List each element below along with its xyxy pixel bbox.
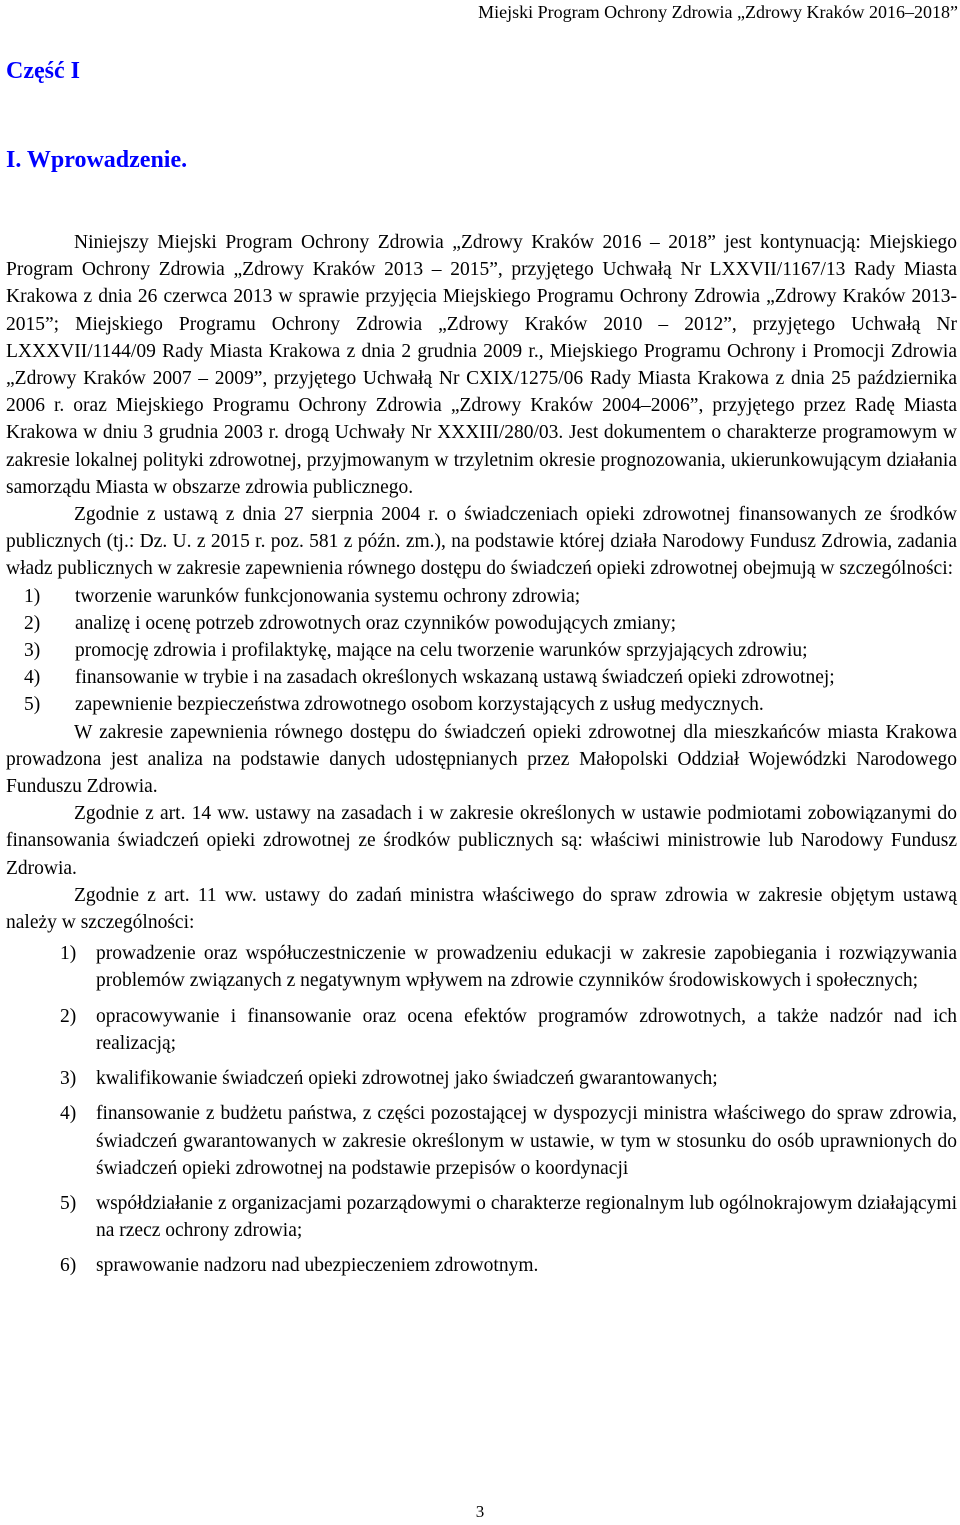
list-item [6, 1190, 957, 1244]
list-item [6, 610, 957, 637]
list-item [6, 1252, 957, 1279]
running-header: Miejski Program Ochrony Zdrowia „Zdrowy Kraków 2016–2018” [478, 2, 958, 22]
part-title: Część I [6, 58, 80, 84]
list-item-text: zapewnienie bezpieczeństwa zdrowotnego osobom korzystających z usług medycznych. [75, 694, 764, 716]
list-item-number: 6) [60, 1255, 77, 1277]
list-item [6, 664, 957, 691]
list-item [6, 940, 957, 994]
art11-paragraph: Zgodnie z art. 11 ww. ustawy do zadań ministra właściwego do spraw zdrowia w zakresie objętym ustawą należy w szczególności: [6, 884, 957, 934]
list-item-number: 1) [24, 585, 41, 607]
list-item-text: analizę i ocenę potrzeb zdrowotnych oraz czynników powodujących zmiany; [75, 612, 677, 634]
minister-tasks-list [6, 940, 957, 1279]
list-item-text: finansowanie z budżetu państwa, z części pozostającej w dyspozycji ministra właściwego do spraw zdrowia, świadczeń gwarantowanych w zakresie określonym w ustawie, w tym w stosunku do osób uprawnionych do świadczeń opieki zdrowotnej na podstawie przepisów o koordynacji [96, 1103, 957, 1179]
document-body [6, 229, 957, 1288]
list-item-text: promocję zdrowia i profilaktykę, mające na celu tworzenie warunków sprzyjających zdrowiu; [75, 640, 808, 662]
list-item [6, 1003, 957, 1057]
list-item-number: 4) [60, 1103, 77, 1125]
list-item-text: tworzenie warunków funkcjonowania systemu ochrony zdrowia; [75, 585, 581, 607]
list-item [6, 1065, 957, 1092]
page-number: 3 [475, 1502, 485, 1521]
list-item-number: 5) [24, 694, 41, 716]
intro-paragraph: Niniejszy Miejski Program Ochrony Zdrowia „Zdrowy Kraków 2016 – 2018” jest kontynuacją: Miejskiego Program Ochrony Zdrowia „Zdrowy Kraków 2013 – 2015”, przyjętego Uchwałą Nr LXXVII/1167/13 Rady Miasta Krakowa z dnia 26 czerwca 2013 w sprawie przyjęcia Miejskiego Programu Ochrony Zdrowia „Zdrowy Kraków 2013-2015”; Miejskiego Programu Ochrony Zdrowia „Zdrowy Kraków 2010 – 2012”, przyjętego Uchwałą Nr LXXXVII/1144/09 Rady Miasta Krakowa z dnia 2 grudnia 2009 r., Miejskiego Programu Ochrony i Promocji Zdrowia „Zdrowy Kraków 2007 – 2009”, przyjętego Uchwałą Nr CXIX/1275/06 Rady Miasta Krakowa z dnia 25 października 2006 r. oraz Miejskiego Programu Ochrony Zdrowia „Zdrowy Kraków 2004–2006”, przyjętego przez Radę Miasta Krakowa w dniu 3 grudnia 2003 r. drogą Uchwały Nr XXXIII/280/03. Jest dokumentem o charakterze programowym w zakresie lokalnej polityki zdrowotnej, przyjmowanym w trzyletnim okresie prognozowania, ukierunkowującym działania samorządu Miasta w obszarze zdrowia publicznego. [6, 232, 957, 498]
act-intro-paragraph: Zgodnie z ustawą z dnia 27 sierpnia 2004 r. o świadczeniach opieki zdrowotnej finansowanych ze środków publicznych (tj.: Dz. U. z 2015 r. poz. 581 z późn. zm.), na podstawie której działa Narodowy Fundusz Zdrowia, zadania władz publicznych w zakresie zapewnienia równego dostępu do świadczeń opieki zdrowotnej obejmują w szczególności: [6, 504, 957, 580]
list-item-number: 3) [60, 1068, 77, 1090]
art14-paragraph: Zgodnie z art. 14 ww. ustawy na zasadach i w zakresie określonych w ustawie podmiotami zobowiązanymi do finansowania świadczeń opieki zdrowotnej ze środków publicznych są: właściwi ministrowie lub Narodowy Fundusz Zdrowia. [6, 803, 957, 879]
list-item-number: 1) [60, 943, 77, 965]
list-item [6, 691, 957, 718]
list-item-number: 2) [60, 1005, 77, 1027]
list-item-text: współdziałanie z organizacjami pozarządowymi o charakterze regionalnym lub ogólnokrajowym działającymi na rzecz ochrony zdrowia; [96, 1192, 957, 1242]
list-item-number: 4) [24, 667, 41, 689]
list-item-text: kwalifikowanie świadczeń opieki zdrowotnej jako świadczeń gwarantowanych; [96, 1068, 718, 1090]
list-item [6, 637, 957, 664]
analysis-paragraph: W zakresie zapewnienia równego dostępu do świadczeń opieki zdrowotnej dla mieszkańców miasta Krakowa prowadzona jest analiza na podstawie danych udostępnianych przez Małopolski Oddział Wojewódzki Narodowego Funduszu Zdrowia. [6, 721, 957, 798]
list-item-text: finansowanie w trybie i na zasadach określonych wskazaną ustawą świadczeń opieki zdrowotnej; [75, 667, 835, 689]
list-item-number: 3) [24, 640, 41, 662]
list-item-text: opracowywanie i finansowanie oraz ocena efektów programów zdrowotnych, a także nadzór nad ich realizacją; [96, 1005, 957, 1054]
list-item-text: sprawowanie nadzoru nad ubezpieczeniem zdrowotnym. [96, 1255, 539, 1277]
public-tasks-list [6, 583, 957, 719]
list-item-number: 5) [60, 1192, 77, 1214]
section-title: I. Wprowadzenie. [6, 147, 188, 173]
list-item-number: 2) [24, 612, 41, 634]
list-item [6, 1100, 957, 1182]
list-item-text: prowadzenie oraz współuczestniczenie w prowadzeniu edukacji w zakresie zapobiegania i rozwiązywania problemów związanych z negatywnym wpływem na zdrowie czynników środowiskowych i społecznych; [96, 943, 957, 992]
list-item [6, 583, 957, 610]
